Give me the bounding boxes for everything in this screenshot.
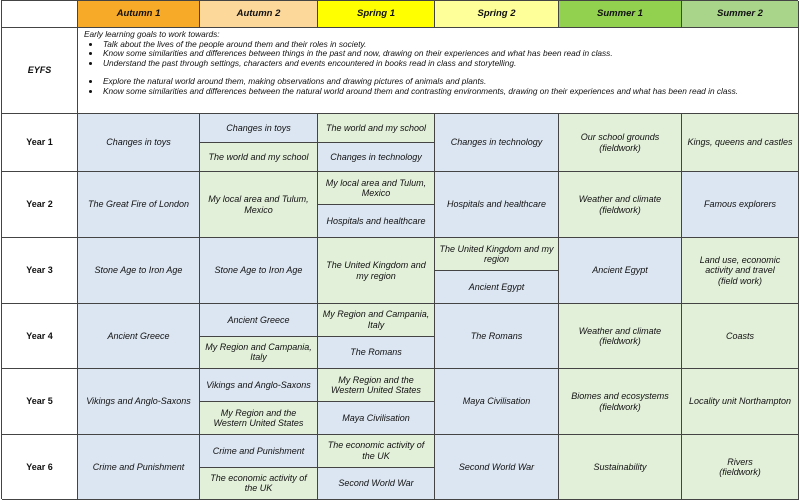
cell-part: The United Kingdom and my region xyxy=(435,238,558,271)
cell-year4-autumn2 xyxy=(200,304,318,369)
cell-year1-spring1 xyxy=(318,114,435,172)
row-label-year-6: Year 6 xyxy=(2,435,78,500)
cell-year5-spring1 xyxy=(318,369,435,435)
cell-year3-autumn1: Stone Age to Iron Age xyxy=(78,238,200,304)
cell-part: The economic activity of the UK xyxy=(318,435,434,468)
cell-part: Changes in toys xyxy=(200,114,317,143)
cell-year3-summer1: Ancient Egypt xyxy=(559,238,682,304)
cell-year3-autumn2: Stone Age to Iron Age xyxy=(200,238,318,304)
cell-year5-autumn1: Vikings and Anglo-Saxons xyxy=(78,369,200,435)
header-autumn-1: Autumn 1 xyxy=(78,1,200,28)
cell-year4-summer1: Weather and climate (fieldwork) xyxy=(559,304,682,369)
cell-part: Vikings and Anglo-Saxons xyxy=(200,369,317,402)
cell-year5-autumn2 xyxy=(200,369,318,435)
cell-part: My Region and the Western United States xyxy=(318,369,434,402)
cell-part: Second World War xyxy=(318,468,434,500)
eyfs-goal-list-world xyxy=(84,77,792,96)
row-label-year-3: Year 3 xyxy=(2,238,78,304)
cell-year3-spring1: The United Kingdom and my region xyxy=(318,238,435,304)
cell-year3-summer2: Land use, economic activity and travel (field work) xyxy=(682,238,799,304)
cell-year2-spring1 xyxy=(318,172,435,238)
cell-part: My local area and Tulum, Mexico xyxy=(318,172,434,205)
cell-part: My Region and Campania, Italy xyxy=(318,304,434,337)
curriculum-table xyxy=(1,0,798,499)
cell-year6-spring1 xyxy=(318,435,435,500)
cell-year6-spring2: Second World War xyxy=(435,435,559,500)
cell-part: The world and my school xyxy=(318,114,434,143)
eyfs-goal: • Talk about the lives of the people around them and their roles in society. xyxy=(101,40,792,50)
row-label-year-4: Year 4 xyxy=(2,304,78,369)
row-label-eyfs: EYFS xyxy=(2,28,78,114)
eyfs-goal-list-past xyxy=(84,40,792,69)
cell-part: Changes in technology xyxy=(318,143,434,171)
cell-year4-spring1 xyxy=(318,304,435,369)
cell-part: The world and my school xyxy=(200,143,317,171)
cell-year2-summer1: Weather and climate (fieldwork) xyxy=(559,172,682,238)
header-summer-1: Summer 1 xyxy=(559,1,682,28)
cell-year2-autumn2: My local area and Tulum, Mexico xyxy=(200,172,318,238)
row-label-year-2: Year 2 xyxy=(2,172,78,238)
cell-part: Ancient Egypt xyxy=(435,271,558,303)
eyfs-goal: • Know some similarities and differences between things in the past and now, drawing on their experiences and what has been read in class. xyxy=(101,49,792,59)
row-label-year-1: Year 1 xyxy=(2,114,78,172)
row-label-year-5: Year 5 xyxy=(2,369,78,435)
cell-year5-summer1: Biomes and ecosystems (fieldwork) xyxy=(559,369,682,435)
cell-part: The Romans xyxy=(318,337,434,369)
cell-part: My Region and the Western United States xyxy=(200,402,317,434)
cell-year1-summer2: Kings, queens and castles xyxy=(682,114,799,172)
cell-year4-autumn1: Ancient Greece xyxy=(78,304,200,369)
cell-year6-autumn1: Crime and Punishment xyxy=(78,435,200,500)
cell-year4-summer2: Coasts xyxy=(682,304,799,369)
header-spring-2: Spring 2 xyxy=(435,1,559,28)
cell-year6-summer2: Rivers (fieldwork) xyxy=(682,435,799,500)
cell-part: Maya Civilisation xyxy=(318,402,434,434)
eyfs-goal: • Understand the past through settings, characters and events encountered in books read in class and storytelling. xyxy=(101,59,792,69)
header-summer-2: Summer 2 xyxy=(682,1,799,28)
cell-part: The economic activity of the UK xyxy=(200,468,317,500)
cell-year2-spring2: Hospitals and healthcare xyxy=(435,172,559,238)
cell-year3-spring2 xyxy=(435,238,559,304)
cell-part: Hospitals and healthcare xyxy=(318,205,434,237)
eyfs-goal: • Know some similarities and differences between the natural world around them and contrasting environments, drawing on their experiences and what has been read in class. xyxy=(101,87,792,97)
cell-year1-spring2: Changes in technology xyxy=(435,114,559,172)
eyfs-goals xyxy=(78,28,799,114)
cell-year1-autumn2 xyxy=(200,114,318,172)
corner-cell xyxy=(2,1,78,28)
cell-year4-spring2: The Romans xyxy=(435,304,559,369)
eyfs-intro: Early learning goals to work towards: xyxy=(84,29,220,39)
cell-year2-autumn1: The Great Fire of London xyxy=(78,172,200,238)
cell-year5-summer2: Locality unit Northampton xyxy=(682,369,799,435)
cell-year2-summer2: Famous explorers xyxy=(682,172,799,238)
cell-year5-spring2: Maya Civilisation xyxy=(435,369,559,435)
header-spring-1: Spring 1 xyxy=(318,1,435,28)
cell-part: Crime and Punishment xyxy=(200,435,317,468)
cell-year6-autumn2 xyxy=(200,435,318,500)
eyfs-goal: • Explore the natural world around them, making observations and drawing pictures of animals and plants. xyxy=(101,77,792,87)
cell-year1-autumn1: Changes in toys xyxy=(78,114,200,172)
cell-year6-summer1: Sustainability xyxy=(559,435,682,500)
cell-part: Ancient Greece xyxy=(200,304,317,337)
cell-part: My Region and Campania, Italy xyxy=(200,337,317,369)
header-autumn-2: Autumn 2 xyxy=(200,1,318,28)
cell-year1-summer1: Our school grounds (fieldwork) xyxy=(559,114,682,172)
